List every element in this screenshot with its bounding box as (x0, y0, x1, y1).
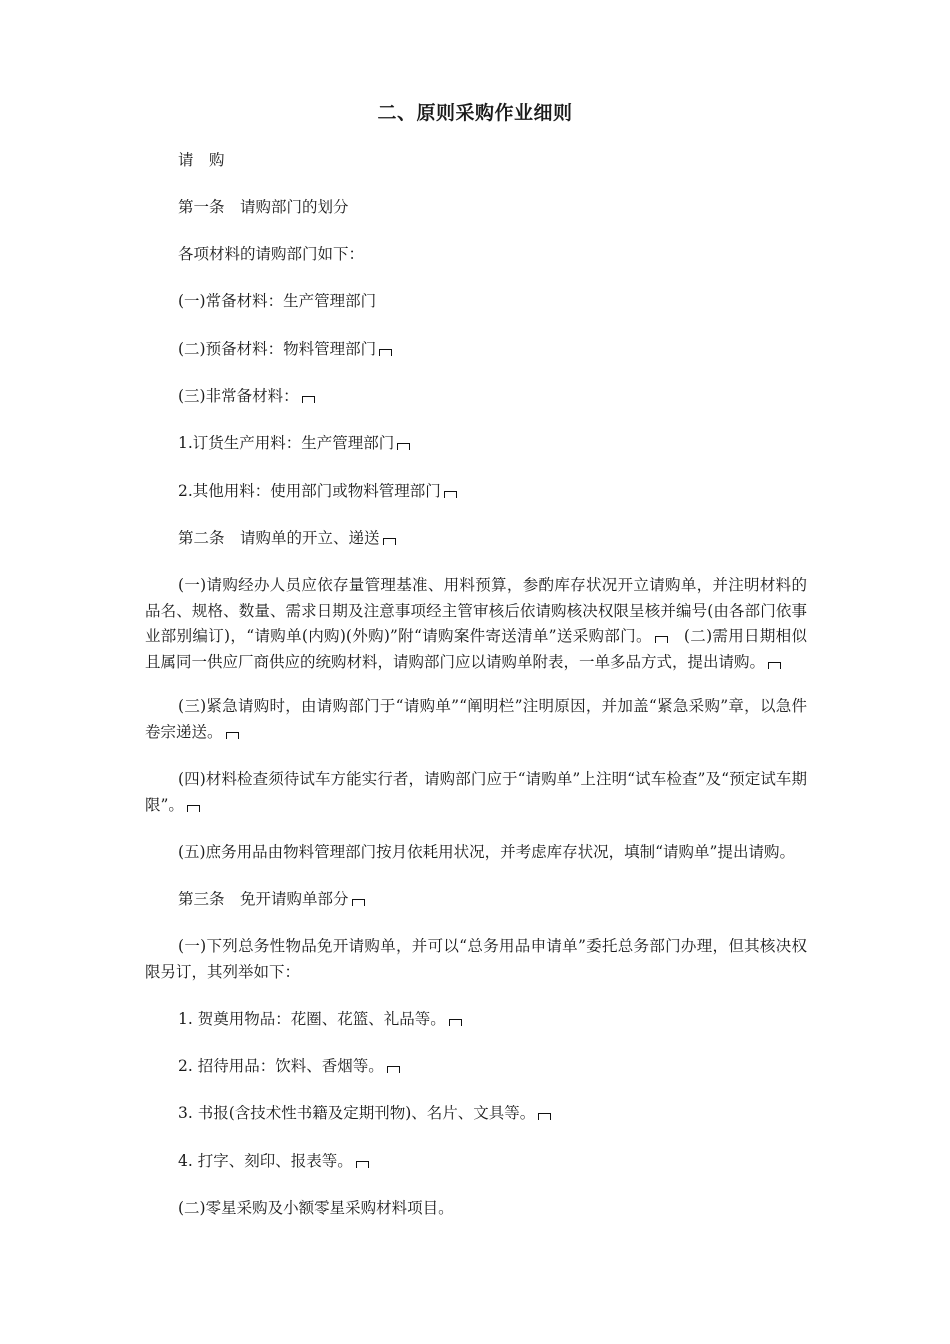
text-line (178, 384, 315, 408)
article-2-heading (178, 526, 396, 550)
paragraph-mark-icon (302, 396, 315, 403)
paragraph-mark-icon (387, 1066, 400, 1073)
list-item (178, 1101, 551, 1125)
paragraph-mark-icon (449, 1019, 462, 1026)
paragraph-mark-icon (226, 732, 239, 739)
list-item-text: 3. 书报(含技术性书籍及定期刊物)、名片、文具等。 (178, 1104, 536, 1122)
text-line (178, 337, 392, 361)
article-3-heading (178, 887, 365, 911)
paragraph (145, 767, 807, 818)
text-line-content: (二)预备材料：物料管理部门 (178, 340, 377, 358)
text-line-content: (三)非常备材料： (178, 387, 299, 405)
paragraph-content: (四)材料检查须待试车方能实行者，请购部门应于“请购单”上注明“试车检查”及“预定试车期限”。 (145, 770, 807, 814)
text-line: 各项材料的请购部门如下： (178, 245, 365, 263)
section-heading: 请 购 (178, 151, 225, 169)
paragraph-mark-icon (352, 899, 365, 906)
text-line (178, 431, 410, 455)
paragraph-mark-icon (397, 443, 410, 450)
list-item-text: 4. 打字、刻印、报表等。 (178, 1152, 353, 1170)
article-1-heading: 第一条 请购部门的划分 (178, 198, 349, 216)
list-item (178, 1054, 400, 1078)
paragraph-mark-icon (444, 491, 457, 498)
paragraph-mark-icon (655, 636, 668, 643)
text-line-content: 第二条 请购单的开立、递送 (178, 529, 380, 547)
paragraph-mark-icon (187, 805, 200, 812)
paragraph: (一)下列总务性物品免开请购单，并可以“总务用品申请单”委托总务部门办理，但其核决权限另订，其列举如下： (145, 937, 807, 981)
text-line (178, 479, 457, 503)
paragraph-content: (三)紧急请购时，由请购部门于“请购单”“阐明栏”注明原因，并加盖“紧急采购”章，以急件卷宗递送。 (145, 697, 807, 741)
page-title: 二、原则采购作业细则 (377, 102, 573, 124)
text-line: (一)常备材料：生产管理部门 (178, 292, 377, 310)
paragraph-mark-icon (379, 349, 392, 356)
paragraph (145, 573, 807, 675)
paragraph-mark-icon (768, 662, 781, 669)
list-item (178, 1007, 462, 1031)
text-line-content: 1.订货生产用料：生产管理部门 (178, 434, 395, 452)
paragraph: (五)庶务用品由物料管理部门按月依耗用状况，并考虑库存状况，填制“请购单”提出请购。 (178, 843, 795, 861)
paragraph-content: (二)需用日期相似且属同一供应厂商供应的统购材料，请购部门应以请购单附表，一单多品方式，提出请购。 (145, 627, 807, 671)
list-item-text: 2. 招待用品：饮料、香烟等。 (178, 1057, 384, 1075)
text-line: (二)零星采购及小额零星采购材料项目。 (178, 1199, 454, 1217)
paragraph (145, 694, 807, 745)
text-line-content: 第三条 免开请购单部分 (178, 890, 349, 908)
paragraph-content: (一)请购经办人员应依存量管理基准、用料预算，参酌库存状况开立请购单，并注明材料的品名、规格、数量、需求日期及注意事项经主管审核后依请购核决权限呈核并编号(由各部门依事业部别编订)，“请购单(内购)(外购)”附“请购案件寄送清单”送采购部门。 (145, 576, 807, 645)
list-item (178, 1149, 369, 1173)
text-line-content: 2.其他用料：使用部门或物料管理部门 (178, 482, 441, 500)
list-item-text: 1. 贺奠用物品：花圈、花篮、礼品等。 (178, 1010, 446, 1028)
paragraph-mark-icon (538, 1113, 551, 1120)
paragraph-mark-icon (383, 538, 396, 545)
paragraph-mark-icon (356, 1161, 369, 1168)
